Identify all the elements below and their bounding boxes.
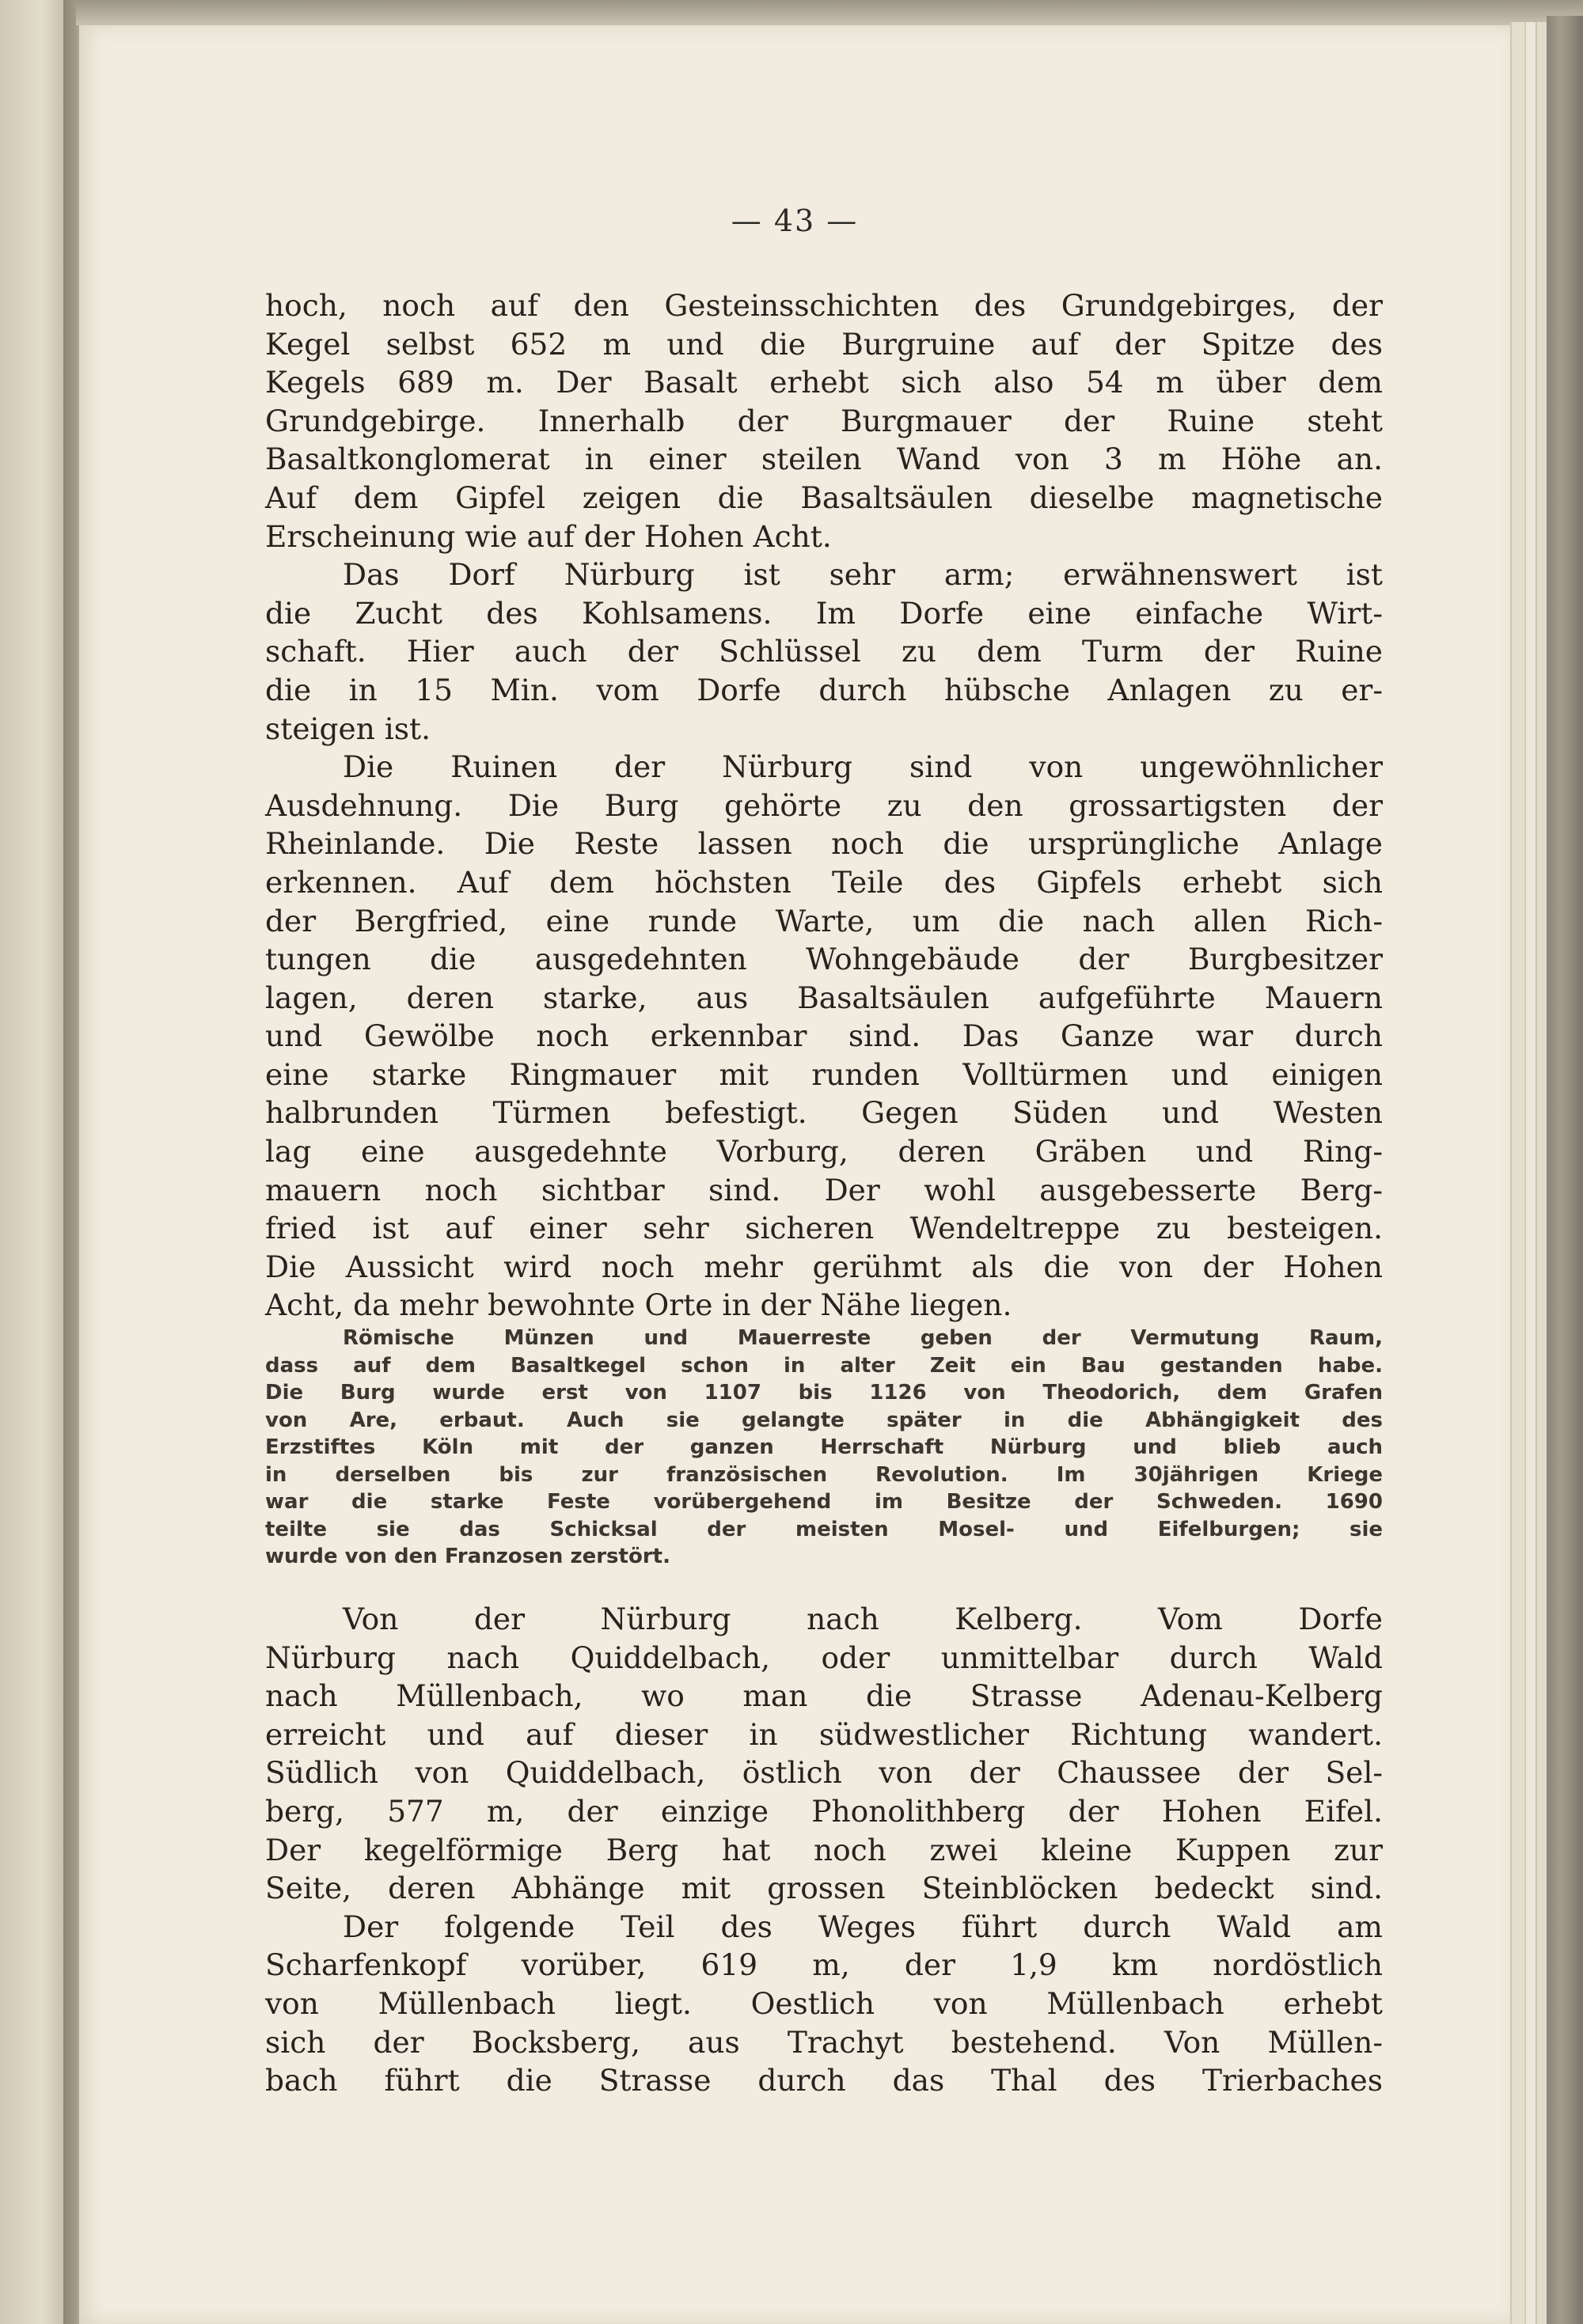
- text-line: fried ist auf einer sehr sicheren Wendeltreppe zu besteigen.: [265, 1211, 1383, 1246]
- text-line: Die Aussicht wird noch mehr gerühmt als die von der Hohen: [265, 1249, 1383, 1284]
- text-line: der Bergfried, eine runde Warte, um die nach allen Rich-: [265, 903, 1383, 938]
- text-line: von Müllenbach liegt. Oestlich von Müllenbach erhebt: [265, 1985, 1383, 2021]
- small-print-note: [265, 1325, 1383, 1571]
- text-line: Der kegelförmige Berg hat noch zwei kleine Kuppen zur: [265, 1832, 1383, 1867]
- text-line: teilte sie das Schicksal der meisten Mosel- und Eifelburgen; sie: [265, 1517, 1383, 1541]
- text-line: Der folgende Teil des Weges führt durch Wald am: [343, 1909, 1383, 1944]
- text-line: dass auf dem Basaltkegel schon in alter Zeit ein Bau gestanden habe.: [265, 1353, 1383, 1378]
- book-cover-top: [76, 0, 1583, 25]
- page-edge: [1510, 22, 1526, 2324]
- text-line: und Gewölbe noch erkennbar sind. Das Ganze war durch: [265, 1018, 1383, 1054]
- text-line: Das Dorf Nürburg ist sehr arm; erwähnenswert ist: [343, 557, 1383, 593]
- text-line: Scharfenkopf vorüber, 619 m, der 1,9 km nordöstlich: [265, 1947, 1383, 1983]
- text-line: mauern noch sichtbar sind. Der wohl ausgebesserte Berg-: [265, 1172, 1383, 1207]
- text-line: lag eine ausgedehnte Vorburg, deren Gräben und Ring-: [265, 1134, 1383, 1170]
- text-line: in derselben bis zur französischen Revolution. Im 30jährigen Kriege: [265, 1462, 1383, 1487]
- text-line: die Zucht des Kohlsamens. Im Dorfe eine einfache Wirt-: [265, 595, 1383, 631]
- text-line: schaft. Hier auch der Schlüssel zu dem Turm der Ruine: [265, 634, 1383, 669]
- text-line: Erzstiftes Köln mit der ganzen Herrschaft Nürburg und blieb auch: [265, 1435, 1383, 1459]
- text-line: Die Ruinen der Nürburg sind von ungewöhnlicher: [343, 749, 1383, 785]
- text-line: halbrunden Türmen befestigt. Gegen Süden und Westen: [265, 1095, 1383, 1131]
- text-line: Südlich von Quiddelbach, östlich von der Chaussee der Sel-: [265, 1755, 1383, 1791]
- text-line: lagen, deren starke, aus Basaltsäulen aufgeführte Mauern: [265, 980, 1383, 1015]
- text-line: Acht, da mehr bewohnte Orte in der Nähe liegen.: [265, 1287, 1012, 1323]
- text-line: war die starke Feste vorübergehend im Besitze der Schweden. 1690: [265, 1490, 1383, 1514]
- text-line: nach Müllenbach, wo man die Strasse Adenau-Kelberg: [265, 1678, 1383, 1714]
- text-line: Kegel selbst 652 m und die Burgruine auf der Spitze des: [265, 326, 1383, 362]
- text-line: Erscheinung wie auf der Hohen Acht.: [265, 518, 832, 554]
- text-line: Die Burg wurde erst von 1107 bis 1126 von Theodorich, dem Grafen: [265, 1381, 1383, 1405]
- text-line: Grundgebirge. Innerhalb der Burgmauer der Ruine steht: [265, 403, 1383, 438]
- text-line: erreicht und auf dieser in südwestlicher Richtung wandert.: [265, 1716, 1383, 1752]
- text-line: tungen die ausgedehnten Wohngebäude der Burgbesitzer: [265, 942, 1383, 977]
- text-line: Römische Münzen und Mauerreste geben der Vermutung Raum,: [343, 1326, 1383, 1350]
- text-line: sich der Bocksberg, aus Trachyt bestehend. Von Müllen-: [265, 2024, 1383, 2060]
- text-line: berg, 577 m, der einzige Phonolithberg der Hohen Eifel.: [265, 1793, 1383, 1829]
- text-line: Kegels 689 m. Der Basalt erhebt sich also 54 m über dem: [265, 365, 1383, 400]
- text-line: bach führt die Strasse durch das Thal des Trierbaches: [265, 2063, 1383, 2098]
- text-line: Von der Nürburg nach Kelberg. Vom Dorfe: [343, 1602, 1383, 1636]
- text-line: Rheinlande. Die Reste lassen noch die ursprüngliche Anlage: [265, 826, 1383, 862]
- text-line: hoch, noch auf den Gesteinsschichten des Grundgebirges, der: [265, 288, 1383, 323]
- text-line: wurde von den Franzosen zerstört.: [265, 1545, 670, 1568]
- text-line: Nürburg nach Quiddelbach, oder unmittelbar durch Wald: [265, 1640, 1383, 1675]
- text-line: von Are, erbaut. Auch sie gelangte später in die Abhängigkeit des: [265, 1408, 1383, 1432]
- text-line: Ausdehnung. Die Burg gehörte zu den grossartigsten der: [265, 787, 1383, 823]
- text-line: eine starke Ringmauer mit runden Volltürmen und einigen: [265, 1056, 1383, 1092]
- text-line: Seite, deren Abhänge mit grossen Steinblöcken bedeckt sind.: [265, 1871, 1383, 1906]
- text-line: Auf dem Gipfel zeigen die Basaltsäulen dieselbe magnetische: [265, 480, 1383, 515]
- text-line: steigen ist.: [265, 711, 431, 746]
- text-line: Basaltkonglomerat in einer steilen Wand von 3 m Höhe an.: [265, 442, 1383, 477]
- text-line: die in 15 Min. vom Dorfe durch hübsche Anlagen zu er-: [265, 672, 1383, 707]
- page-number: — 43 —: [731, 203, 859, 238]
- book-page: [79, 25, 1510, 2324]
- main-text-block: [265, 286, 1383, 1325]
- text-line: erkennen. Auf dem höchsten Teile des Gipfels erhebt sich: [265, 864, 1383, 900]
- route-text-block: [265, 1600, 1383, 2100]
- book-cover-right: [1547, 16, 1583, 2324]
